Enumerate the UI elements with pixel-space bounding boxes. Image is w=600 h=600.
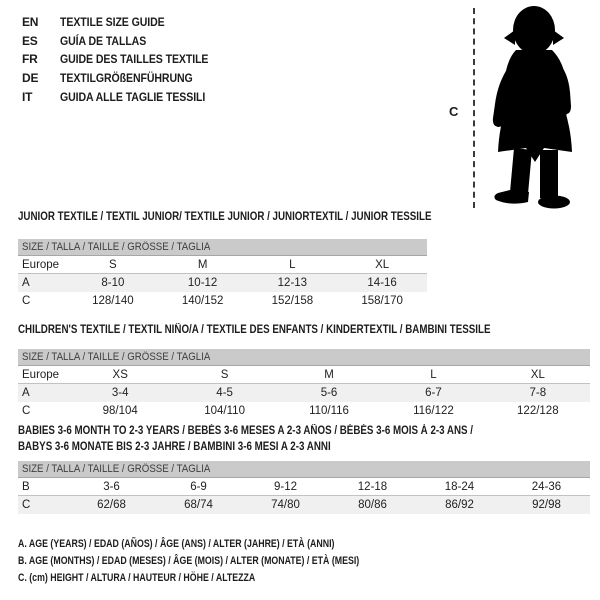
size-cell: 98/104 <box>102 405 138 417</box>
size-cell: 24-36 <box>531 480 562 493</box>
section-title-babies-line1: BABIES 3-6 MONTH TO 2-3 YEARS / BEBÉS 3-6 MESES A 2-3 AÑOS / BÉBÉS 3-6 MOIS À 2-3 ANS / <box>18 425 474 437</box>
table-row-height <box>18 496 590 514</box>
section-title-babies-line2: BABYS 3-6 MONATE BIS 2-3 JAHRE / BAMBINI 3-6 MESI A 2-3 ANNI <box>18 441 331 453</box>
table-row-age-months <box>18 478 590 496</box>
language-code: FR <box>22 52 38 67</box>
section-title-children: CHILDREN'S TEXTILE / TEXTIL NIÑO/A / TEXTILE DES ENFANTS / KINDERTEXTIL / BAMBINI TESSILE <box>18 324 491 336</box>
height-measure-dashed-line <box>473 8 475 208</box>
language-code: EN <box>22 15 39 30</box>
size-header-bar <box>18 239 427 256</box>
size-row-label: A <box>22 277 30 289</box>
size-table-children <box>18 349 590 420</box>
size-row-label: Europe <box>22 258 60 271</box>
size-cell: 62/68 <box>97 499 126 511</box>
size-table-babies <box>18 461 590 514</box>
size-cell: 80/86 <box>358 499 387 511</box>
size-cell: 12-13 <box>277 277 308 289</box>
size-cell: 9-12 <box>273 480 298 493</box>
language-label: GUIDA ALLE TAGLIE TESSILI <box>60 89 206 104</box>
language-code: IT <box>22 89 33 104</box>
size-cell: 110/116 <box>309 405 349 417</box>
language-row-it <box>22 87 229 106</box>
size-cell: 18-24 <box>444 480 475 493</box>
size-cell: 158/170 <box>361 295 403 307</box>
language-label: GUÍA DE TALLAS <box>60 33 147 48</box>
size-header-label: SIZE / TALLA / TAILLE / GRÖSSE / TAGLIA <box>22 463 211 475</box>
legend-line-c: C. (cm) HEIGHT / ALTURA / HAUTEUR / HÖHE / ALTEZZA <box>18 572 256 584</box>
table-row-height <box>18 402 590 420</box>
size-cell: 152/158 <box>271 295 314 307</box>
size-cell: L <box>289 258 296 271</box>
language-label: TEXTILE SIZE GUIDE <box>60 15 165 30</box>
size-cell: S <box>109 258 117 271</box>
size-table-junior <box>18 239 427 310</box>
size-cell: 14-16 <box>367 277 397 289</box>
table-row-europe <box>18 256 427 274</box>
language-row-fr <box>22 50 229 69</box>
legend-line-a: A. AGE (YEARS) / EDAD (AÑOS) / ÂGE (ANS) / ALTER (JAHRE) / ETÀ (ANNI) <box>18 538 335 550</box>
size-cell: 8-10 <box>101 277 125 289</box>
size-header-label: SIZE / TALLA / TAILLE / GRÖSSE / TAGLIA <box>22 351 211 363</box>
size-cell: S <box>220 368 229 381</box>
size-row-label: C <box>22 405 31 417</box>
language-row-en <box>22 13 229 32</box>
size-header-bar <box>18 349 590 366</box>
language-label: GUIDE DES TAILLES TEXTILE <box>60 52 209 67</box>
language-row-de <box>22 69 229 88</box>
size-row-label: C <box>22 499 31 511</box>
size-cell: 140/152 <box>181 295 224 307</box>
legend-line-b: B. AGE (MONTHS) / EDAD (MESES) / ÂGE (MOIS) / ALTER (MONATE) / ETÀ (MESI) <box>18 555 360 567</box>
size-cell: 5-6 <box>320 387 338 399</box>
size-header-label: SIZE / TALLA / TAILLE / GRÖSSE / TAGLIA <box>22 241 211 253</box>
size-cell: 3-4 <box>111 387 129 399</box>
language-list <box>22 13 229 106</box>
size-cell: 12-18 <box>357 480 388 493</box>
size-cell: 68/74 <box>184 499 213 511</box>
table-row-age <box>18 274 427 292</box>
size-row-label: Europe <box>22 368 60 381</box>
size-cell: M <box>324 368 334 381</box>
table-row-age <box>18 384 590 402</box>
size-cell: L <box>430 368 437 381</box>
language-row-es <box>22 32 229 51</box>
size-cell: 104/110 <box>204 405 245 417</box>
size-cell: 116/122 <box>413 405 454 417</box>
size-cell: 92/98 <box>532 499 561 511</box>
size-cell: 3-6 <box>103 480 120 493</box>
size-cell: 7-8 <box>529 387 547 399</box>
language-code: ES <box>22 33 38 48</box>
table-row-height <box>18 292 427 310</box>
size-row-label: C <box>22 295 31 307</box>
baby-silhouette-icon <box>481 4 587 210</box>
size-cell: 74/80 <box>271 499 300 511</box>
size-cell: XS <box>112 368 128 381</box>
size-cell: 4-5 <box>216 387 233 399</box>
language-code: DE <box>22 71 39 86</box>
language-label: TEXTILGRÖßENFÜHRUNG <box>60 71 193 86</box>
size-cell: 86/92 <box>445 499 474 511</box>
measurement-legend <box>18 536 445 587</box>
size-header-bar <box>18 461 590 478</box>
size-cell: 10-12 <box>187 277 218 289</box>
size-cell: M <box>197 258 208 271</box>
size-cell: XL <box>375 258 390 271</box>
size-cell: 6-9 <box>190 480 207 493</box>
table-row-europe <box>18 366 590 384</box>
size-cell: XL <box>530 368 545 381</box>
size-row-label: B <box>22 480 30 493</box>
size-cell: 128/140 <box>92 295 134 307</box>
size-cell: 122/128 <box>517 405 559 417</box>
size-row-label: A <box>22 387 30 399</box>
section-title-junior: JUNIOR TEXTILE / TEXTIL JUNIOR/ TEXTILE JUNIOR / JUNIORTEXTIL / JUNIOR TESSILE <box>18 211 432 223</box>
size-cell: 6-7 <box>425 387 442 399</box>
height-measure-label: C <box>449 104 459 119</box>
